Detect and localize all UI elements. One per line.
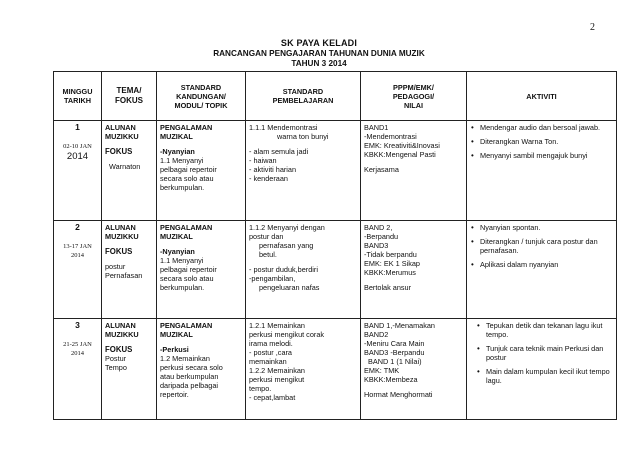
tema-cell: ALUNAN MUZIKKU FOKUS Warnaton: [102, 121, 157, 221]
header-minggu: MINGGU TARIKH: [54, 72, 102, 121]
page-number: 2: [590, 22, 595, 33]
lesson-plan-table: [53, 71, 617, 420]
week-cell: 1 02-10 JAN 2014: [54, 121, 102, 221]
header-standard-pembelajaran: STANDARD PEMBELAJARAN: [246, 72, 361, 121]
header-aktiviti: AKTIVITI: [467, 72, 617, 121]
list-item: • Aplikasi dalam nyanyian: [480, 260, 613, 269]
list-item: • Mendengar audio dan bersoal jawab.: [480, 123, 613, 132]
tema-cell: ALUNAN MUZIKKU FOKUS Postur Tempo: [102, 319, 157, 420]
document-title: RANCANGAN PENGAJARAN TAHUNAN DUNIA MUZIK: [213, 49, 425, 58]
table-header-row: [54, 72, 617, 121]
school-name: SK PAYA KELADI: [280, 38, 358, 48]
pppm-cell: BAND 2, -Berpandu BAND3 -Tidak berpandu EMK: EK 1 Sikap KBKK:Merumus Bertolak ansur: [361, 221, 467, 319]
tema-cell: ALUNAN MUZIKKU FOKUS postur Pernafasan: [102, 221, 157, 319]
pembelajaran-cell: 1.1.1 Mendemontrasi warna ton bunyi - alam semula jadi - haiwan - aktiviti harian - kenderaan: [246, 121, 361, 221]
kandungan-cell: PENGALAMAN MUZIKAL -Nyanyian 1.1 Menyanyi pelbagai repertoir secara solo atau berkumpulan.: [157, 221, 246, 319]
pppm-cell: BAND 1,-Menamakan BAND2 -Meniru Cara Main BAND3 -Berpandu BAND 1 (1 Nilai) EMK: TMK KBKK:Membeza Hormat Menghormati: [361, 319, 467, 420]
pembelajaran-cell: 1.2.1 Memainkan perkusi mengikut corak irama melodi. - postur ,cara memainkan 1.2.2 Memainkan perkusi mengikut tempo. - cepat,lambat: [246, 319, 361, 420]
header-standard-kandungan: STANDARD KANDUNGAN/ MODUL/ TOPIK: [157, 72, 246, 121]
kandungan-cell: PENGALAMAN MUZIKAL -Perkusi 1.2 Memainkan perkusi secara solo atau berkumpulan daripada pelbagai repertoir.: [157, 319, 246, 420]
table-row: [54, 221, 617, 319]
list-item: • Diterangkan Warna Ton.: [480, 137, 613, 146]
list-item: • Tepukan detik dan tekanan lagu ikut tempo.: [486, 321, 613, 339]
aktiviti-cell: [467, 221, 617, 319]
list-item: • Main dalam kumpulan kecil ikut tempo lagu.: [486, 367, 613, 385]
pembelajaran-cell: 1.1.2 Menyanyi dengan postur dan pernafasan yang betul. - postur duduk,berdiri -pengambilan, pengeluaran nafas: [246, 221, 361, 319]
pppm-cell: BAND1 -Mendemontrasi EMK: Kreativiti&Inovasi KBKK:Mengenal Pasti Kerjasama: [361, 121, 467, 221]
aktiviti-cell: [467, 121, 617, 221]
week-cell: 2 13-17 JAN 2014: [54, 221, 102, 319]
table-row: [54, 121, 617, 221]
list-item: • Diterangkan / tunjuk cara postur dan pernafasan.: [480, 237, 613, 255]
list-item: • Tunjuk cara teknik main Perkusi dan postur: [486, 344, 613, 362]
header-pppm: PPPM/EMK/ PEDAGOGI/ NILAI: [361, 72, 467, 121]
list-item: • Menyanyi sambil mengajuk bunyi: [480, 151, 613, 160]
table-row: [54, 319, 617, 420]
kandungan-cell: PENGALAMAN MUZIKAL -Nyanyian 1.1 Menyanyi pelbagai repertoir secara solo atau berkumpulan.: [157, 121, 246, 221]
document-year: TAHUN 3 2014: [291, 59, 347, 68]
list-item: • Nyanyian spontan.: [480, 223, 613, 232]
header-tema: TEMA/ FOKUS: [102, 72, 157, 121]
aktiviti-cell: [467, 319, 617, 420]
week-cell: 3 21-25 JAN 2014: [54, 319, 102, 420]
